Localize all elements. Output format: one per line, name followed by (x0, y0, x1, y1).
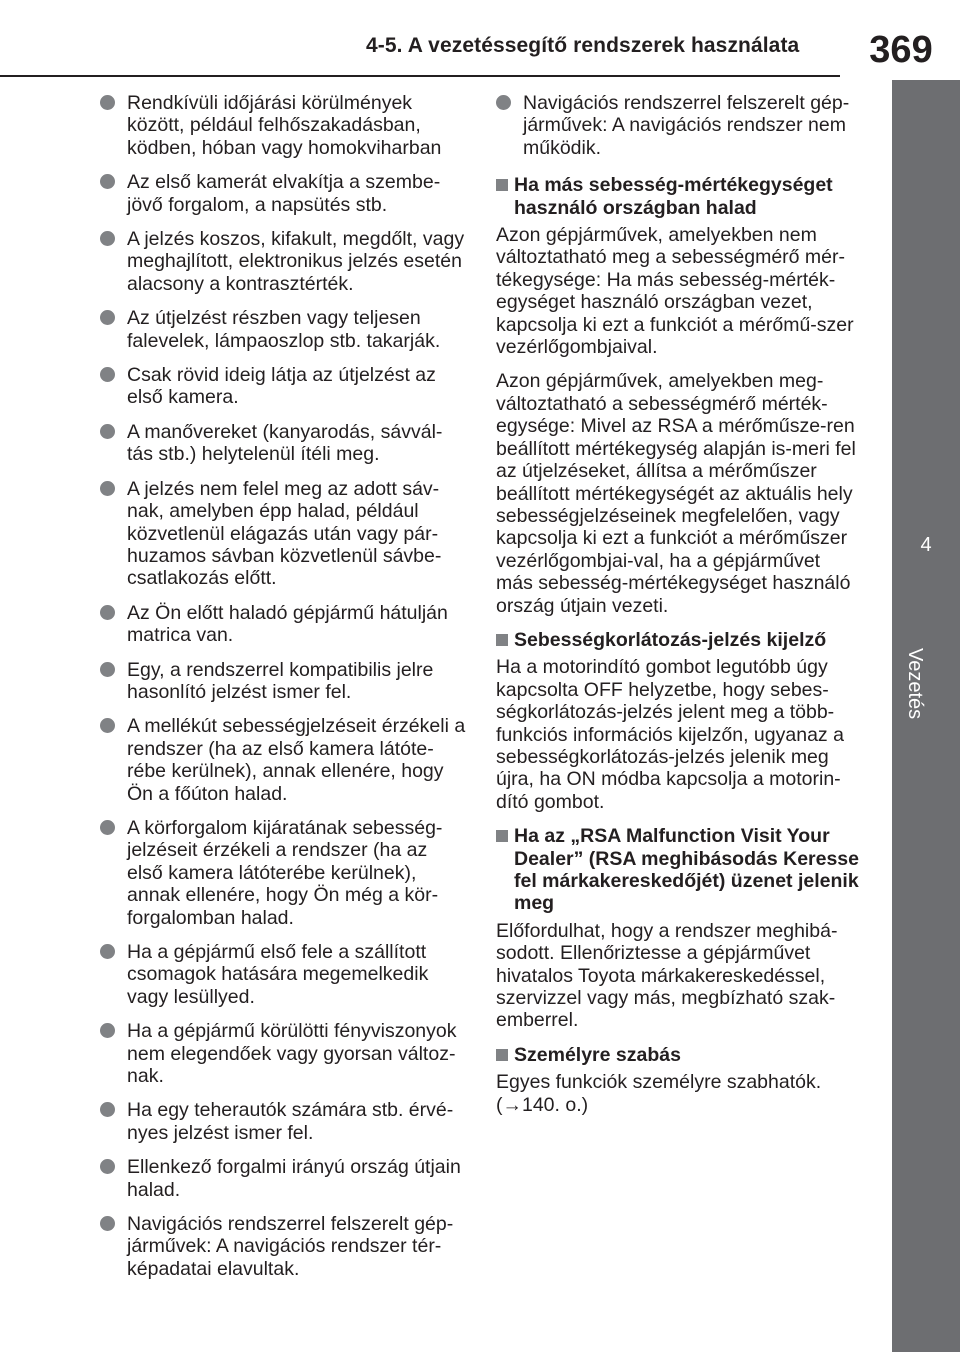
list-item (100, 602, 466, 647)
list-item (100, 421, 466, 466)
list-item-text: Az első kamerát elvakítja a szembe-jövő forgalom, a napsütés stb. (127, 171, 441, 216)
list-item-text: Ha egy teherautók számára stb. érvé-nyes jelzést ismer fel. (127, 1099, 454, 1144)
body-paragraph: Azon gépjárművek, amelyekben meg-változtatható a sebességmérő mérték-egysége: Mivel az RSA a mérőműsze-ren beállított mértékegység alapján is-meri fel az útjelzéseket, állítsa a mérőműszer beállított mértékegységét az aktuális hely sebességjelzéseinek megfelelően, vagy kapcsolja ki ezt a funkciót a mérőműszer vezérlőgombjai-val, ha a gépjárművet más sebesség-mértékegységet használó ország útjain vezeti. (496, 370, 856, 617)
section-heading (496, 174, 862, 219)
section-heading-text: Ha más sebesség-mértékegységet használó országban halad (514, 174, 833, 219)
bullet-dot-icon (100, 367, 115, 382)
bullet-dot-icon (100, 1102, 115, 1117)
list-item-text: A jelzés koszos, kifakult, megdőlt, vagy meghajlított, elektronikus jelzés esetén alacsony a kontrasztérték. (127, 228, 465, 295)
section-heading-text: Sebességkorlátozás-jelzés kijelző (514, 628, 827, 651)
section-square-icon (496, 634, 508, 646)
list-item-text: Csak rövid ideig látja az útjelzést az első kamera. (127, 364, 436, 409)
list-item (100, 1020, 466, 1087)
bullet-dot-icon (100, 481, 115, 496)
body-paragraph: Egyes funkciók személyre szabhatók. (→140. o.) (496, 1071, 822, 1116)
bullet-dot-icon (100, 231, 115, 246)
list-item-text: A mellékút sebességjelzéseit érzékeli a rendszer (ha az első kamera látóte-rébe kerülnek), annak ellenére, hogy Ön a főúton halad. (127, 715, 466, 805)
list-item (100, 659, 466, 704)
list-item (100, 228, 466, 295)
bullet-dot-icon (100, 820, 115, 835)
bullet-dot-icon (100, 424, 115, 439)
section-heading-text: Ha az „RSA Malfunction Visit Your Dealer” (RSA meghibásodás Keresse fel márkakereskedőjét) üzenet jelenik meg (514, 825, 860, 915)
section-heading-text: Személyre szabás (514, 1043, 681, 1066)
bullet-dot-icon (496, 95, 511, 110)
left-column (100, 92, 466, 1292)
chapter-tab-label: Vezetés (904, 648, 926, 720)
list-item-text: Ha a gépjármű körülötti fényviszonyok nem elegendőek vagy gyorsan változ-nak. (127, 1020, 457, 1088)
page-header (0, 0, 960, 80)
list-item-text: Az útjelzést részben vagy teljesen falevelek, lámpaoszlop stb. takarják. (127, 307, 441, 352)
list-item-text: Navigációs rendszerrel felszerelt gép-járművek: A navigációs rendszer nem működik. (523, 92, 850, 159)
body-paragraph: Előfordulhat, hogy a rendszer meghibá-sodott. Ellenőriztesse a gépjárművet hivatalos Toyota márkakereskedéssel, szervizzel vagy más, megbízható szak-emberrel. (496, 919, 838, 1032)
bullet-dot-icon (100, 1159, 115, 1174)
page-number: 369 (842, 24, 960, 76)
list-item-text: A körforgalom kijáratának sebesség-jelzéseit érzékeli a rendszer (ha az első kamera látóterébe kerülnek), annak ellenére, hogy Ön még a kör-forgalomban halad. (127, 816, 443, 929)
list-item-text: Ha a gépjármű első fele a szállított csomagok hatására megemelkedik vagy lesüllyed. (127, 941, 429, 1008)
right-column (496, 92, 862, 1128)
list-item (100, 364, 466, 409)
list-item (100, 478, 466, 590)
list-item-text: A manővereket (kanyarodás, sávvál-tás stb.) helytelenül ítéli meg. (127, 420, 443, 466)
header-rule (0, 75, 840, 77)
bullet-dot-icon (100, 944, 115, 959)
list-item (100, 307, 466, 352)
list-item (100, 1156, 466, 1201)
section-square-icon (496, 1049, 508, 1061)
chapter-tab-number: 4 (892, 496, 960, 594)
list-item (100, 941, 466, 1008)
bullet-dot-icon (100, 174, 115, 189)
bullet-dot-icon (100, 605, 115, 620)
list-item-text: A jelzés nem felel meg az adott sáv-nak, amelyben épp halad, például közvetlenül elágazás után vagy pár-huzamos sávban közvetlenül sávbe-csatlakozás előtt. (127, 477, 442, 590)
bullet-dot-icon (100, 718, 115, 733)
list-item (100, 817, 466, 929)
section-heading (496, 825, 862, 915)
bullet-dot-icon (100, 310, 115, 325)
section-heading (496, 1044, 862, 1066)
section-square-icon (496, 179, 508, 191)
section-heading (496, 629, 862, 651)
list-item (100, 1099, 466, 1144)
list-item (100, 1213, 466, 1280)
bullet-dot-icon (100, 1216, 115, 1231)
list-item-text: Rendkívüli időjárási körülmények között, például felhőszakadásban, ködben, hóban vagy homokviharban (127, 92, 442, 159)
list-item (100, 92, 466, 159)
bullet-dot-icon (100, 662, 115, 677)
list-item-text: Az Ön előtt haladó gépjármű hátulján matrica van. (127, 601, 448, 647)
list-item (100, 171, 466, 216)
bullet-dot-icon (100, 1023, 115, 1038)
bullet-dot-icon (100, 95, 115, 110)
body-paragraph: Ha a motorindító gombot legutóbb úgy kapcsolta OFF helyzetbe, hogy sebes-ségkorlátozás-jelzés jelent meg a több-funkciós információs kijelzőn, ugyanaz a sebességkorlátozás-jelzés jelenik meg újra, ha ON módba kapcsolja a motorin-dító gombot. (496, 656, 844, 813)
list-item (496, 92, 862, 159)
chapter-title: 4-5. A vezetéssegítő rendszerek használata (366, 34, 800, 57)
list-item (100, 715, 466, 805)
section-square-icon (496, 830, 508, 842)
body-paragraph: Azon gépjárművek, amelyekben nem változtatható meg a sebességmérő mér-tékegysége: Ha más sebesség-mérték-egységet használó országban vezet, kapcsolja ki ezt a funkciót a mérőmű-szer vezérlőgombjaival. (496, 224, 854, 359)
list-item-text: Egy, a rendszerrel kompatibilis jelre hasonlító jelzést ismer fel. (127, 658, 434, 703)
list-item-text: Ellenkező forgalmi irányú ország útjain halad. (127, 1156, 461, 1201)
list-item-text: Navigációs rendszerrel felszerelt gép-járművek: A navigációs rendszer tér-képadatai elavultak. (127, 1213, 454, 1280)
